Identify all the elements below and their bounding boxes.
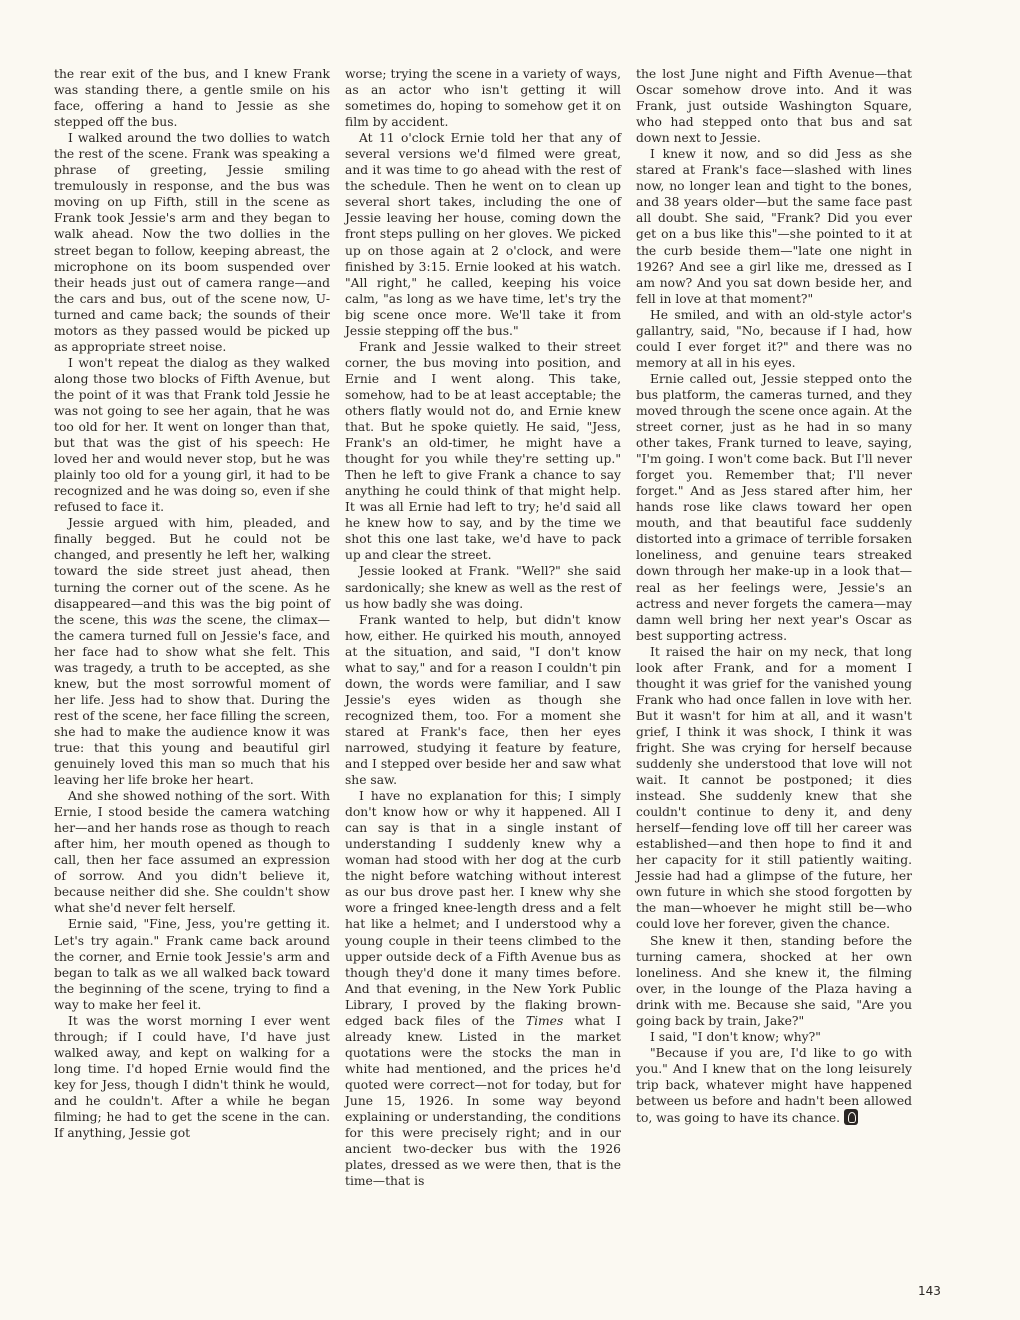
- paragraph: [636, 371, 912, 644]
- paragraph: [636, 1045, 912, 1126]
- paragraph: [54, 916, 330, 1012]
- paragraph-text: He smiled, and with an old-style actor's gallantry, said, "No, because if I had, how could I ever forget it?" and there was no memory at all in his eyes.: [636, 307, 912, 370]
- paragraph: [345, 130, 621, 339]
- text-column-3: [636, 66, 912, 1126]
- paragraph: [636, 307, 912, 371]
- paragraph-text: the scene, the climax—the camera turned full on Jessie's face, and her face had to show what she felt. This was tragedy, a truth to be accepted, as she knew, but the most sorrowful moment of her life. Jess had to show that. During the rest of the scene, her face filling the screen, she had to make the audience know it was true: that this young and beautiful girl genuinely loved this man so much that his leaving her life broke her heart.: [54, 612, 330, 788]
- paragraph-text: what I already knew. Listed in the market quotations were the stocks the man in white had mentioned, and the prices he'd quoted were correct—not for today, but for June 15, 1926. In some way beyond explaining or understanding, the conditions for this were precisely right; and in our ancient two-decker bus with the 1926 plates, dressed as we were then, that is the time—that is: [345, 1013, 621, 1189]
- paragraph-text: worse; trying the scene in a variety of ways, as an actor who isn't getting it will sometimes do, hoping to somehow get it on film by accident.: [345, 67, 621, 130]
- paragraph-text: the lost June night and Fifth Avenue—that Oscar somehow drove into. And it was Frank, just outside Washington Square, who had stepped onto that bus and sat down next to Jessie.: [636, 67, 912, 146]
- paragraph-text: "Because if you are, I'd like to go with you." And I knew that on the long leisurely trip back, whatever might have happened between us before and hadn't been allowed to, was going to have its chance.: [636, 1045, 912, 1126]
- paragraph: [345, 563, 621, 611]
- paragraph-text: At 11 o'clock Ernie told her that any of several versions we'd filmed were great, and it was time to go ahead with the rest of the schedule. Then he went on to clean up several short takes, including the one of Jessie leaving her house, coming down the front steps pulling on her gloves. We picked up on those again at 2 o'clock, and were finished by 3:15. Ernie looked at his watch. "All right," he called, keeping his voice calm, "as long as we have time, let's try the big scene once more. We'll take it from Jessie stepping off the bus.": [345, 131, 621, 338]
- paragraph-text: I won't repeat the dialog as they walked along those two blocks of Fifth Avenue, but the point of it was that Frank told Jessie he was not going to see her again, that he was too old for her. It went on longer than that, but that was the gist of his speech: He loved her and would never stop, but he was plainly too old for a young girl, it had to be recognized and he was doing so, even if she refused to face it.: [54, 355, 330, 515]
- paragraph: [54, 515, 330, 788]
- paragraph-text: She knew it then, standing before the turning camera, shocked at her own loneliness. And she knew it, the filming over, in the lounge of the Plaza having a drink with me. Because she said, "Are you going back by train, Jake?": [636, 933, 912, 1028]
- rabbit-head-end-mark-icon: [844, 1109, 858, 1125]
- paragraph: [636, 146, 912, 306]
- paragraph: [345, 66, 621, 130]
- paragraph-text: It was the worst morning I ever went through; if I could have, I'd have just walked away, and kept on walking for a long time. I'd hoped Ernie would find the key for Jess, though I didn't think he would, and he couldn't. After a while he began filming; he had to get the scene in the can. If anything, Jessie got: [54, 1013, 330, 1141]
- paragraph: [54, 355, 330, 515]
- paragraph: [345, 788, 621, 1189]
- paragraph-text: I said, "I don't know; why?": [650, 1029, 821, 1044]
- paragraph: [636, 1029, 912, 1045]
- paragraph: [636, 644, 912, 933]
- text-column-1: [54, 66, 330, 1141]
- paragraph-text: Jessie looked at Frank. "Well?" she said sardonically; she knew as well as the rest of us how badly she was doing.: [345, 564, 621, 611]
- paragraph: [345, 612, 621, 789]
- page-number: 143: [918, 1284, 941, 1298]
- paragraph-text: And she showed nothing of the sort. With Ernie, I stood beside the camera watching her—and her hands rose as though to reach after him, her mouth opened as though to call, then her face assumed an expression of sorrow. And you didn't believe it, because neither did she. She couldn't show what she'd never felt herself.: [54, 789, 330, 916]
- paragraph: [345, 339, 621, 564]
- paragraph-text: I knew it now, and so did Jess as she stared at Frank's face—slashed with lines now, no longer lean and tight to the bones, and 38 years older—but the same face past all doubt. She said, "Frank? Did you ever get on a bus like this"—she pointed to it at the curb beside them—"late one night in 1926? And see a girl like me, dressed as I am now? And you sat down beside her, and fell in love at that moment?": [636, 147, 912, 306]
- paragraph-text: Jessie argued with him, pleaded, and finally begged. But he could not be changed, and presently he left her, walking toward the side street just ahead, then turning the corner out of the scene. As he disappeared—and this was the big point of the scene, this: [54, 516, 330, 627]
- paragraph: [636, 66, 912, 146]
- italic-text: Times: [525, 1013, 564, 1028]
- paragraph-text: Ernie called out, Jessie stepped onto the bus platform, the cameras turned, and they moved through the scene once again. At the street corner, just as he had in so many other takes, Frank turned to leave, saying, "I'm going. I won't come back. But I'll never forget you. Remember that; I'll never forget." And as Jess stared after him, her hands rose like claws toward her open mouth, and that beautiful face suddenly distorted into a grimace of terrible forsaken loneliness, and genuine tears streaked down through her make-up in a look that—real as her feelings were, Jessie's an actress and never forgets the camera—may damn well bring her next year's Oscar as best supporting actress.: [636, 371, 912, 643]
- text-column-2: [345, 66, 621, 1189]
- paragraph-text: I walked around the two dollies to watch the rest of the scene. Frank was speaking a phrase of greeting, Jessie smiling tremulously in response, and the bus was moving on up Fifth, still in the scene as Frank took Jessie's arm and they began to walk ahead. Now the two dollies in the street began to follow, keeping abreast, the microphone on its boom suspended over their heads just out of camera range—and the cars and bus, out of the scene now, U-turned and came back; the sounds of their motors as they passed would be picked up as appropriate street noise.: [54, 131, 330, 354]
- paragraph-text: Frank and Jessie walked to their street corner, the bus moving into position, and Ernie and I went along. This take, somehow, had to be at least acceptable; the others flatly would not do, and Ernie knew that. But he spoke quietly. He said, "Jess, Frank's an old-timer, he might have a thought for you while they're setting up." Then he left to give Frank a chance to say anything he could think of that might help. It was all Ernie had left to try; he'd said all he knew how to say, and by the time we shot this one last take, we'd have to pack up and clear the street.: [345, 339, 621, 563]
- paragraph: [54, 788, 330, 916]
- paragraph: [54, 130, 330, 355]
- paragraph: [54, 66, 330, 130]
- paragraph-text: Frank wanted to help, but didn't know how, either. He quirked his mouth, annoyed at the situation, and said, "I don't know what to say," and for a reason I couldn't pin down, the words were familiar, and I saw Jessie's eyes widen as though she recognized them, too. For a moment she stared at Frank's face, then her eyes narrowed, studying it feature by feature, and I stepped over beside her and saw what she saw.: [345, 612, 621, 788]
- paragraph-text: the rear exit of the bus, and I knew Frank was standing there, a gentle smile on his face, offering a hand to Jessie as she stepped off the bus.: [54, 67, 330, 130]
- paragraph-text: It raised the hair on my neck, that long look after Frank, and for a moment I thought it was grief for the vanished young Frank who had once fallen in love with her. But it wasn't for him at all, and it wasn't grief, I think it was shock, I think it was fright. She was crying for herself because suddenly she understood that love will not wait. It cannot be postponed; it dies instead. She suddenly knew that she couldn't continue to deny it, and deny herself—fending love off till her career was established—and then hope to find it and her capacity for it still patiently waiting. Jessie had had a glimpse of the future, her own future in which she stood forgotten by the man—whoever he might still be—who could love her forever, given the chance.: [636, 644, 912, 932]
- paragraph-text: I have no explanation for this; I simply don't know how or why it happened. All I can say is that in a single instant of understanding I suddenly knew why a woman had stood with her dog at the curb the night before watching without interest as our bus drove past her. I knew why she wore a fringed knee-length dress and a felt hat like a helmet; and I understood why a young couple in their teens climbed to the upper outside deck of a Fifth Avenue bus as though they'd done it many times before. And that evening, in the New York Public Library, I proved by the flaking brown-edged back files of the: [345, 789, 621, 1028]
- paragraph: [636, 933, 912, 1029]
- paragraph: [54, 1013, 330, 1141]
- paragraph-text: Ernie said, "Fine, Jess, you're getting it. Let's try again." Frank came back around the corner, and Ernie took Jessie's arm and began to talk as we all walked back toward the beginning of the scene, trying to find a way to make her feel it.: [54, 917, 330, 1012]
- italic-text: was: [152, 612, 177, 627]
